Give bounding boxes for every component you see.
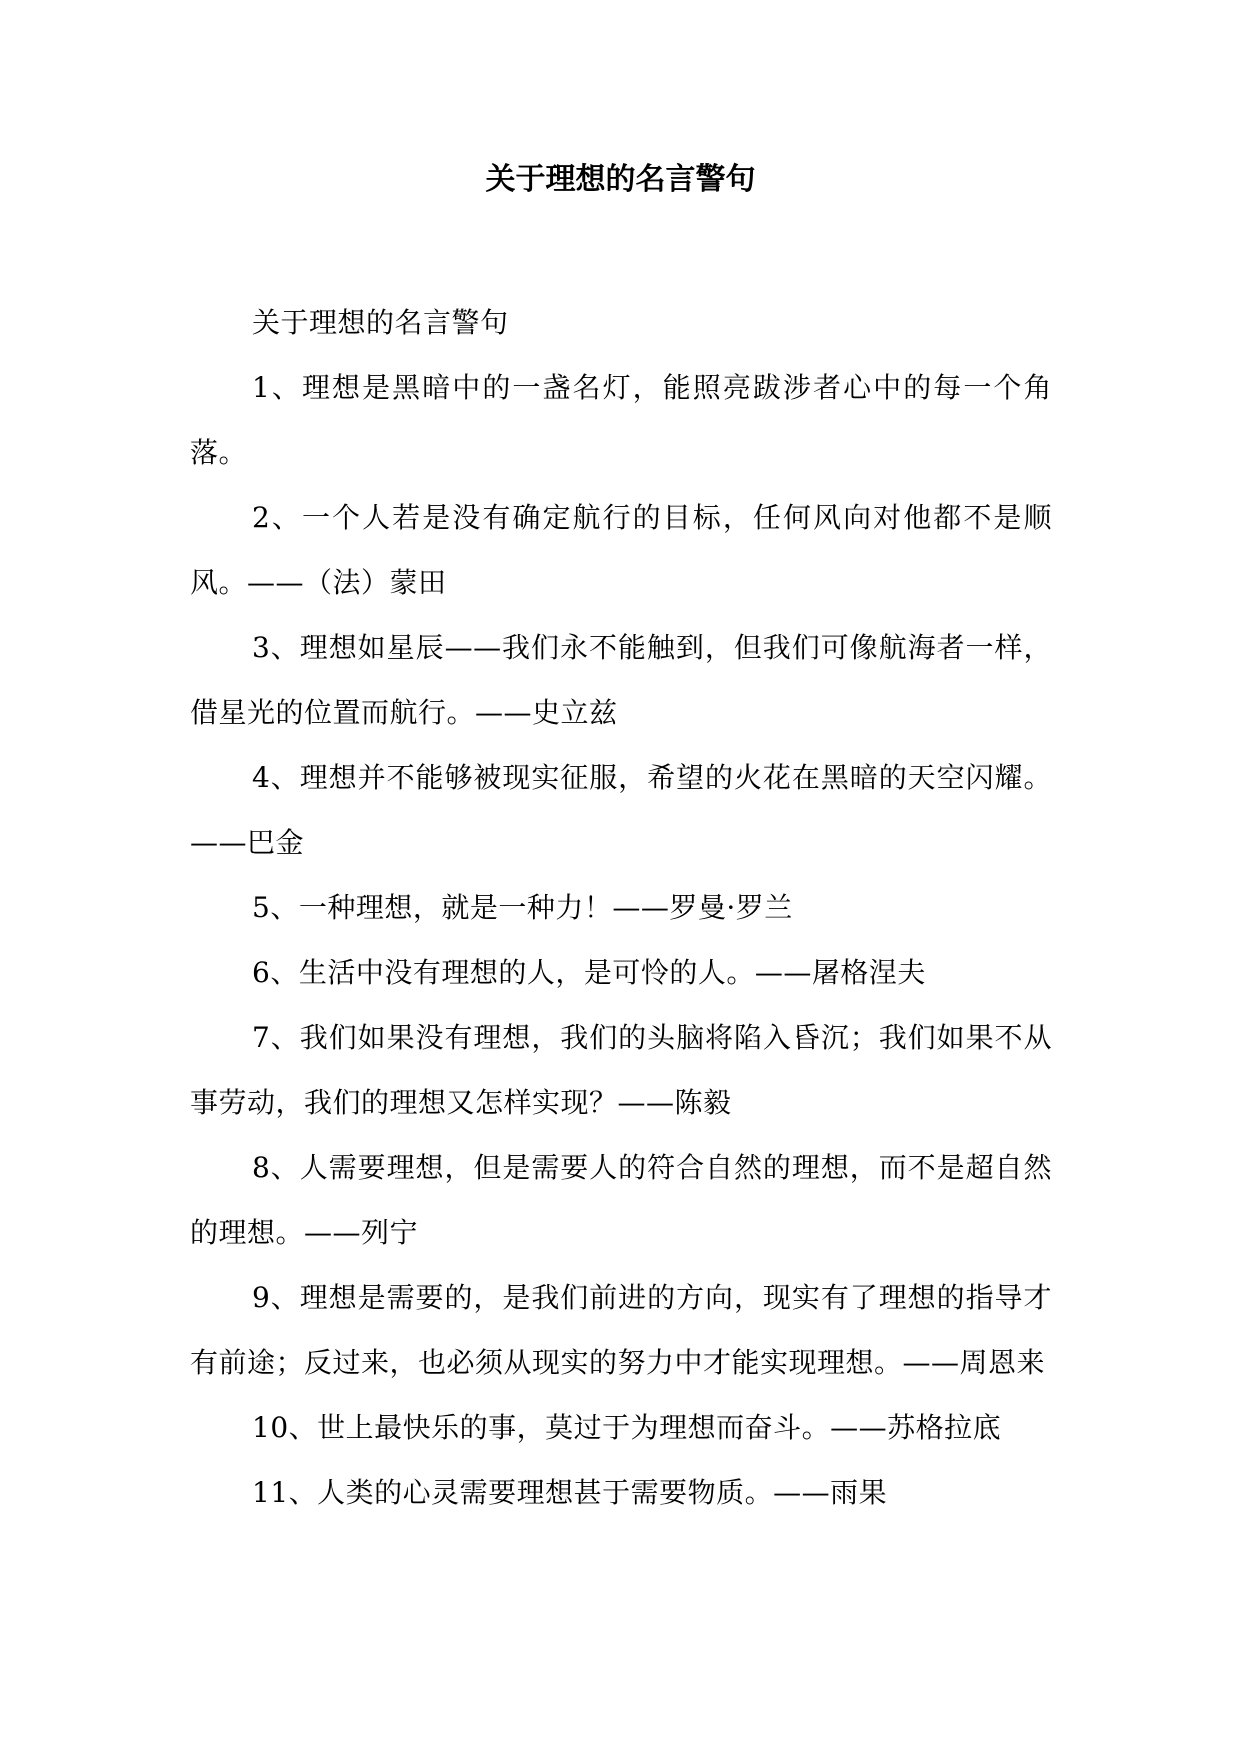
quote-paragraph: 6、生活中没有理想的人，是可怜的人。——屠格涅夫 [252,956,926,989]
paragraph-heading: 关于理想的名言警句 [252,306,509,339]
quote-paragraph: 11、人类的心灵需要理想甚于需要物质。——雨果 [252,1476,888,1509]
quote-paragraph: 3、理想如星辰——我们永不能触到，但我们可像航海者一样，借星光的位置而航行。——史立兹 [190,631,1052,729]
quote-paragraph: 1、理想是黑暗中的一盏名灯，能照亮跋涉者心中的每一个角落。 [190,371,1052,469]
quote-paragraph: 8、人需要理想，但是需要人的符合自然的理想，而不是超自然的理想。——列宁 [190,1151,1052,1249]
document-title: 关于理想的名言警句 [485,162,756,197]
quote-paragraph: 4、理想并不能够被现实征服，希望的火花在黑暗的天空闪耀。——巴金 [190,761,1052,859]
quote-paragraph: 10、世上最快乐的事，莫过于为理想而奋斗。——苏格拉底 [252,1411,1002,1444]
quote-paragraph: 2、一个人若是没有确定航行的目标，任何风向对他都不是顺风。——（法）蒙田 [190,501,1052,599]
document-body [190,290,1052,1525]
quote-paragraph: 5、一种理想，就是一种力！——罗曼·罗兰 [252,891,793,924]
quote-paragraph: 9、理想是需要的，是我们前进的方向，现实有了理想的指导才有前途；反过来，也必须从现实的努力中才能实现理想。——周恩来 [190,1281,1052,1379]
quote-paragraph: 7、我们如果没有理想，我们的头脑将陷入昏沉；我们如果不从事劳动，我们的理想又怎样实现？——陈毅 [190,1021,1052,1119]
